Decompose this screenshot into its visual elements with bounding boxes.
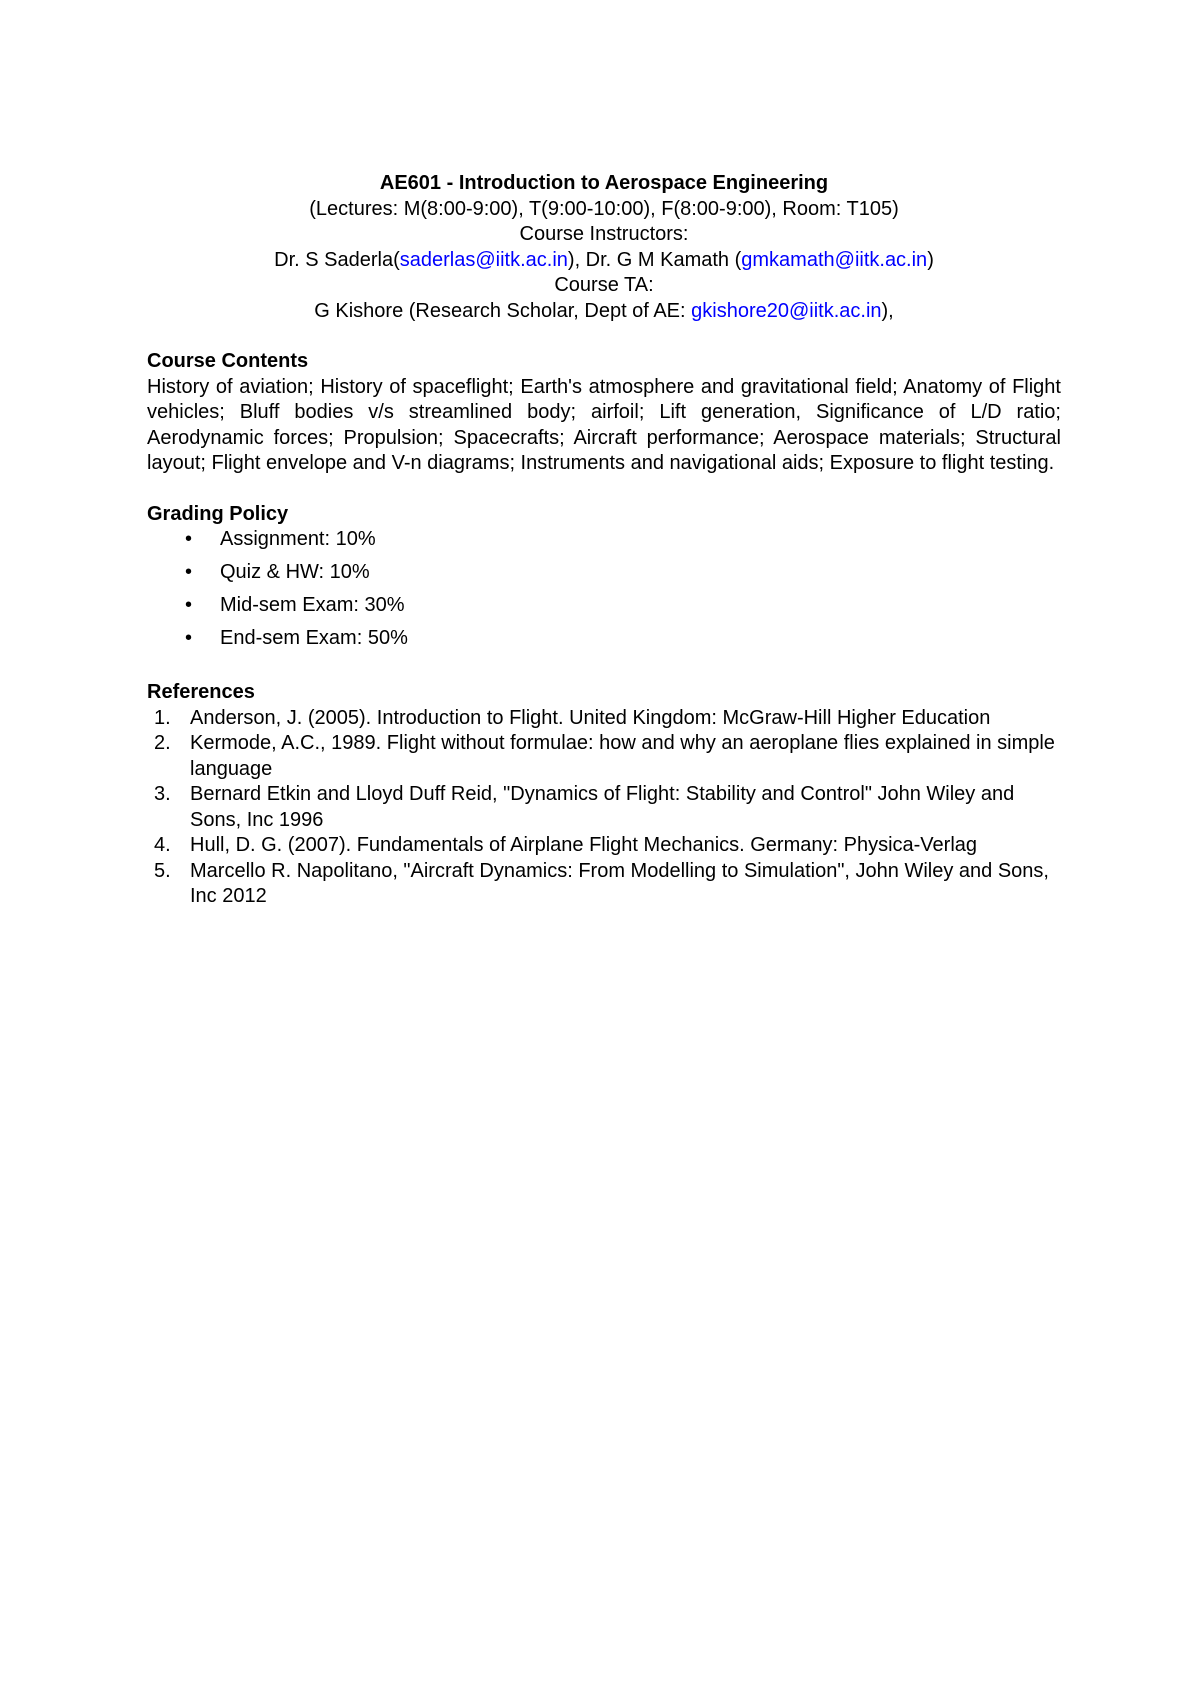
reference-text: Hull, D. G. (2007). Fundamentals of Airplane Flight Mechanics. Germany: Physica-Verlag <box>190 834 978 856</box>
references-heading: References <box>147 681 255 703</box>
instructors-label: Course Instructors: <box>519 223 689 245</box>
ta-close: ), <box>881 299 894 322</box>
references-section <box>147 680 1061 910</box>
references-list <box>147 706 1061 910</box>
grading-item-text: End-sem Exam: 50% <box>220 627 408 649</box>
ta-line <box>147 299 1061 325</box>
grading-item-text: Mid-sem Exam: 30% <box>220 594 405 616</box>
reference-number: 4. <box>154 834 171 856</box>
bullet-icon: • <box>185 528 193 550</box>
course-header <box>147 171 1061 324</box>
lecture-schedule: (Lectures: M(8:00-9:00), T(9:00-10:00), F(8:00-9:00), Room: T105) <box>309 197 899 220</box>
reference-item <box>147 833 1061 859</box>
instructor1-email-link[interactable]: saderlas@iitk.ac.in <box>399 248 568 271</box>
ta-email-link[interactable]: gkishore20@iitk.ac.in <box>691 299 882 322</box>
reference-number: 1. <box>154 706 171 729</box>
bullet-icon: • <box>185 594 193 616</box>
instructor1-name: Dr. S Saderla( <box>274 248 400 271</box>
course-contents-heading: Course Contents <box>147 350 309 372</box>
reference-text: Marcello R. Napolitano, "Aircraft Dynamics: From Modelling to Simulation", John Wiley and Sons, Inc 2012 <box>190 859 1049 907</box>
reference-number: 3. <box>154 783 171 805</box>
reference-number: 2. <box>154 732 171 754</box>
ta-name: G Kishore (Research Scholar, Dept of AE: <box>314 299 692 322</box>
reference-item <box>147 859 1061 910</box>
reference-text: Bernard Etkin and Lloyd Duff Reid, "Dynamics of Flight: Stability and Control" John Wiley and Sons, Inc 1996 <box>190 783 1015 831</box>
reference-item <box>147 706 1061 732</box>
reference-item <box>147 782 1061 833</box>
grading-item <box>147 527 1061 560</box>
grading-item-text: Assignment: 10% <box>220 528 376 550</box>
bullet-icon: • <box>185 627 193 649</box>
grading-item-text: Quiz & HW: 10% <box>220 561 370 583</box>
document-body <box>147 171 1061 910</box>
reference-item <box>147 731 1061 782</box>
bullet-icon: • <box>185 561 193 583</box>
course-contents-text: History of aviation; History of spaceflight; Earth's atmosphere and gravitational field; Anatomy of Flight vehicles; Bluff bodies v/s streamlined body; airfoil; Lift generation, Significance of L/D ratio; Aerodynamic forces; Propulsion; Spacecrafts; Aircraft performance; Aerospace materials; Structural layout; Flight envelope and V-n diagrams; Instruments and navigational aids; Exposure to flight testing. <box>147 375 1061 474</box>
reference-text: Anderson, J. (2005). Introduction to Flight. United Kingdom: McGraw-Hill Higher Education <box>190 706 991 729</box>
grading-list <box>147 527 1061 659</box>
grading-item <box>147 560 1061 593</box>
course-contents-section <box>147 349 1061 477</box>
grading-item <box>147 593 1061 626</box>
grading-policy-heading: Grading Policy <box>147 502 289 525</box>
instructor-separator: ), Dr. G M Kamath ( <box>567 248 742 271</box>
instructor-close: ) <box>927 248 934 271</box>
reference-text: Kermode, A.C., 1989. Flight without formulae: how and why an aeroplane flies explained in simple language <box>190 732 1055 780</box>
instructors-line <box>147 248 1061 274</box>
grading-item <box>147 626 1061 659</box>
grading-policy-section <box>147 502 1061 660</box>
ta-label: Course TA: <box>554 274 654 296</box>
reference-number: 5. <box>154 859 171 882</box>
instructor2-email-link[interactable]: gmkamath@iitk.ac.in <box>741 248 928 271</box>
course-title: AE601 - Introduction to Aerospace Engineering <box>379 172 829 194</box>
